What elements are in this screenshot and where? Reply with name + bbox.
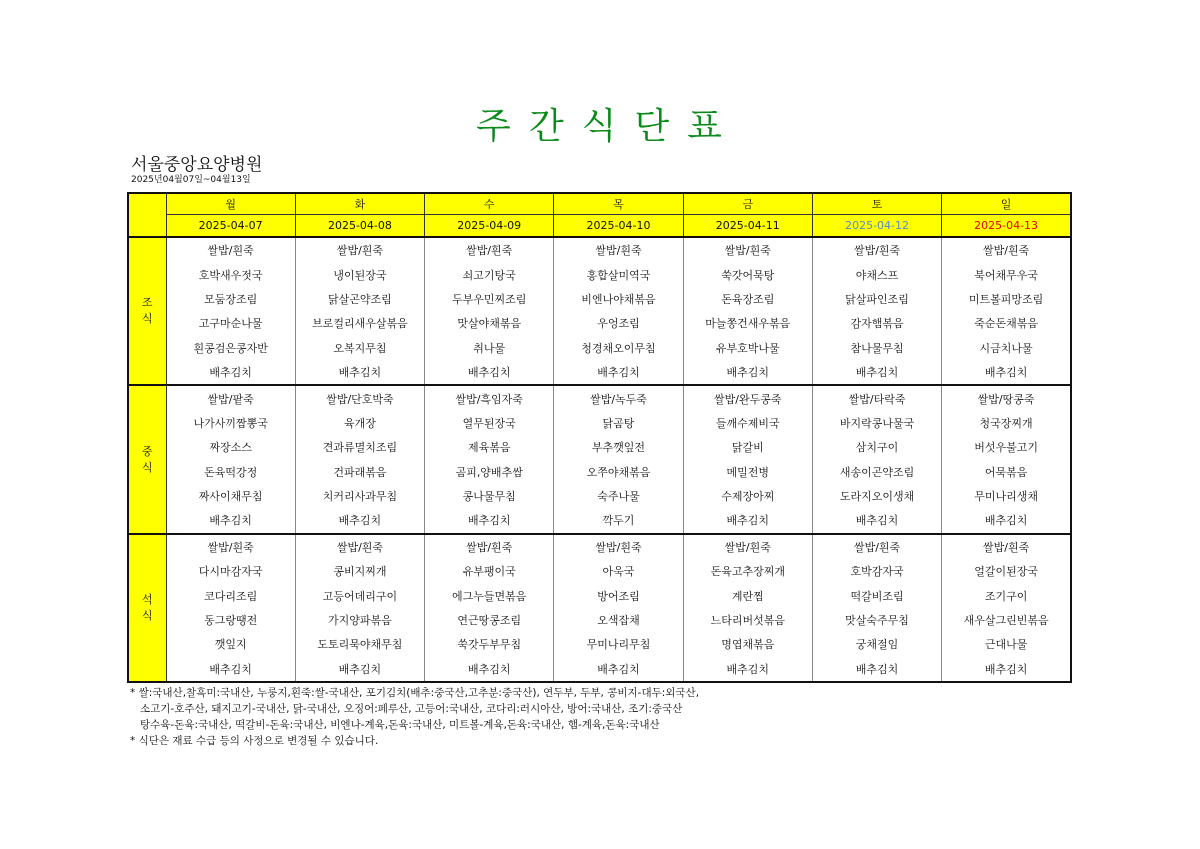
menu-row bbox=[128, 657, 1071, 682]
menu-item: 연근땅콩조림 bbox=[425, 608, 554, 632]
meal-label-char: 식 bbox=[141, 608, 153, 622]
menu-item: 쌀밥/흰죽 bbox=[166, 534, 295, 559]
day-name: 일 bbox=[942, 193, 1071, 215]
menu-row bbox=[128, 287, 1071, 311]
menu-item: 떡갈비조림 bbox=[812, 583, 941, 607]
day-name: 토 bbox=[812, 193, 941, 215]
menu-item: 호박새우젓국 bbox=[166, 262, 295, 286]
day-date: 2025-04-08 bbox=[295, 215, 424, 238]
menu-item: 동그랑땡전 bbox=[166, 608, 295, 632]
menu-item: 모둠장조림 bbox=[166, 287, 295, 311]
hospital-name: 서울중앙요양병원 bbox=[131, 155, 263, 175]
menu-item: 쌀밥/흰죽 bbox=[683, 237, 812, 262]
title-char: 간 bbox=[528, 106, 566, 147]
menu-item: 무미나리무침 bbox=[554, 632, 683, 656]
menu-item: 홍합살미역국 bbox=[554, 262, 683, 286]
day-name: 화 bbox=[295, 193, 424, 215]
menu-item: 배추김치 bbox=[425, 360, 554, 385]
menu-item: 버섯우불고기 bbox=[942, 435, 1071, 459]
meal-label bbox=[128, 237, 166, 385]
menu-row bbox=[128, 336, 1071, 360]
menu-item: 죽순돈채볶음 bbox=[942, 311, 1071, 335]
menu-item: 쌀밥/흰죽 bbox=[166, 237, 295, 262]
menu-item: 방어조림 bbox=[554, 583, 683, 607]
menu-item: 북어채무우국 bbox=[942, 262, 1071, 286]
menu-item: 무미나리생채 bbox=[942, 484, 1071, 508]
menu-item: 도라지오이생채 bbox=[812, 484, 941, 508]
menu-item: 호박감자국 bbox=[812, 559, 941, 583]
menu-item: 계란찜 bbox=[683, 583, 812, 607]
menu-item: 쌀밥/흰죽 bbox=[942, 237, 1071, 262]
menu-item: 다시마감자국 bbox=[166, 559, 295, 583]
menu-row bbox=[128, 559, 1071, 583]
menu-item: 숙주나물 bbox=[554, 484, 683, 508]
title-char: 주 bbox=[476, 106, 513, 147]
menu-item: 들깨수제비국 bbox=[683, 411, 812, 435]
meal-label-char: 식 bbox=[141, 312, 153, 326]
title-char: 식 bbox=[581, 106, 619, 147]
menu-item: 두부우민찌조림 bbox=[425, 287, 554, 311]
day-date: 2025-04-11 bbox=[683, 215, 812, 238]
meal-label bbox=[128, 385, 166, 533]
menu-item: 치커리사과무침 bbox=[295, 484, 424, 508]
header-corner bbox=[128, 193, 166, 237]
menu-row bbox=[128, 534, 1071, 559]
menu-item: 쌀밥/흰죽 bbox=[295, 534, 424, 559]
menu-item: 쌀밥/땅콩죽 bbox=[942, 385, 1071, 410]
menu-item: 청국장찌개 bbox=[942, 411, 1071, 435]
page-title bbox=[0, 98, 1200, 149]
menu-item: 쌀밥/흰죽 bbox=[942, 534, 1071, 559]
menu-item: 마늘쫑건새우볶음 bbox=[683, 311, 812, 335]
menu-item: 쌀밥/흰죽 bbox=[425, 534, 554, 559]
menu-item: 배추김치 bbox=[554, 360, 683, 385]
menu-item: 수제장아찌 bbox=[683, 484, 812, 508]
menu-row bbox=[128, 385, 1071, 410]
menu-item: 배추김치 bbox=[942, 360, 1071, 385]
menu-item: 근대나물 bbox=[942, 632, 1071, 656]
menu-item: 배추김치 bbox=[166, 360, 295, 385]
menu-row bbox=[128, 311, 1071, 335]
menu-item: 도토리묵야채무침 bbox=[295, 632, 424, 656]
menu-item: 배추김치 bbox=[812, 508, 941, 533]
menu-item: 쌀밥/녹두죽 bbox=[554, 385, 683, 410]
menu-item: 돈육고추장찌개 bbox=[683, 559, 812, 583]
menu-item: 유부호박나물 bbox=[683, 336, 812, 360]
menu-item: 배추김치 bbox=[166, 657, 295, 682]
menu-item: 쌀밥/흑임자죽 bbox=[425, 385, 554, 410]
menu-item: 냉이된장국 bbox=[295, 262, 424, 286]
menu-item: 쌀밥/흰죽 bbox=[425, 237, 554, 262]
menu-row bbox=[128, 262, 1071, 286]
menu-item: 쑥갓두부무침 bbox=[425, 632, 554, 656]
menu-item: 가지양파볶음 bbox=[295, 608, 424, 632]
menu-item: 배추김치 bbox=[812, 657, 941, 682]
menu-item: 콩비지찌개 bbox=[295, 559, 424, 583]
menu-item: 쌀밥/흰죽 bbox=[812, 237, 941, 262]
menu-item: 배추김치 bbox=[683, 508, 812, 533]
menu-item: 삼치구이 bbox=[812, 435, 941, 459]
menu-item: 아욱국 bbox=[554, 559, 683, 583]
day-name: 월 bbox=[166, 193, 295, 215]
menu-row bbox=[128, 508, 1071, 533]
menu-item: 미트볼피망조림 bbox=[942, 287, 1071, 311]
notes bbox=[130, 685, 699, 749]
day-name: 금 bbox=[683, 193, 812, 215]
menu-item: 청경채오이무침 bbox=[554, 336, 683, 360]
menu-item: 쌀밥/단호박죽 bbox=[295, 385, 424, 410]
menu-item: 새우살그린빈볶음 bbox=[942, 608, 1071, 632]
menu-item: 쌀밥/완두콩죽 bbox=[683, 385, 812, 410]
meal-label-char: 조 bbox=[141, 296, 153, 310]
menu-item: 열무된장국 bbox=[425, 411, 554, 435]
weekly-menu-table bbox=[127, 192, 1072, 683]
menu-item: 배추김치 bbox=[554, 657, 683, 682]
menu-item: 쌀밥/흰죽 bbox=[683, 534, 812, 559]
menu-row bbox=[128, 411, 1071, 435]
note-line: 탕수육-돈육:국내산, 떡갈비-돈육:국내산, 비엔나-계육,돈육:국내산, 미트볼-계육,돈육:국내산, 햄-계육,돈육:국내산 bbox=[140, 719, 660, 731]
meal-label-char: 식 bbox=[141, 460, 153, 474]
menu-item: 흰콩검은콩자반 bbox=[166, 336, 295, 360]
title-char: 표 bbox=[687, 106, 724, 147]
menu-item: 쇠고기탕국 bbox=[425, 262, 554, 286]
menu-item: 닭살파인조림 bbox=[812, 287, 941, 311]
menu-item: 배추김치 bbox=[295, 508, 424, 533]
day-name: 목 bbox=[554, 193, 683, 215]
menu-item: 오색잡채 bbox=[554, 608, 683, 632]
menu-item: 제육볶음 bbox=[425, 435, 554, 459]
day-date: 2025-04-13 bbox=[942, 215, 1071, 238]
menu-item: 궁채절임 bbox=[812, 632, 941, 656]
menu-item: 오복지무침 bbox=[295, 336, 424, 360]
menu-item: 육개장 bbox=[295, 411, 424, 435]
day-date: 2025-04-12 bbox=[812, 215, 941, 238]
menu-row bbox=[128, 608, 1071, 632]
menu-item: 배추김치 bbox=[295, 657, 424, 682]
menu-item: 배추김치 bbox=[295, 360, 424, 385]
menu-item: 배추김치 bbox=[166, 508, 295, 533]
menu-item: 쌀밥/흰죽 bbox=[554, 237, 683, 262]
menu-item: 부추깻잎전 bbox=[554, 435, 683, 459]
menu-item: 코다리조림 bbox=[166, 583, 295, 607]
menu-item: 깻잎지 bbox=[166, 632, 295, 656]
menu-item: 에그누들면볶음 bbox=[425, 583, 554, 607]
menu-item: 얼갈이된장국 bbox=[942, 559, 1071, 583]
note-line: 소고기-호주산, 돼지고기-국내산, 닭-국내산, 오징어:페루산, 고등어:국내산, 코다리:러시아산, 방어:국내산, 조기:중국산 bbox=[140, 703, 683, 715]
day-name: 수 bbox=[425, 193, 554, 215]
menu-item: 견과류멸치조림 bbox=[295, 435, 424, 459]
day-date: 2025-04-09 bbox=[425, 215, 554, 238]
day-date: 2025-04-07 bbox=[166, 215, 295, 238]
menu-row bbox=[128, 632, 1071, 656]
menu-item: 돈육장조림 bbox=[683, 287, 812, 311]
menu-item: 브로컬리새우살볶음 bbox=[295, 311, 424, 335]
menu-item: 고등어데리구이 bbox=[295, 583, 424, 607]
menu-item: 어묵볶음 bbox=[942, 460, 1071, 484]
note-line: * 쌀:국내산,찰흑미:국내산, 누룽지,흰죽:쌀-국내산, 포기김치(배추:중국산,고추분:중국산), 연두부, 두부, 콩비지-대두:외국산, bbox=[130, 687, 700, 699]
menu-item: 닭곰탕 bbox=[554, 411, 683, 435]
date-range: 2025년04월07일~04월13일 bbox=[131, 175, 251, 185]
title-char: 단 bbox=[634, 106, 672, 147]
menu-item: 닭살곤약조림 bbox=[295, 287, 424, 311]
menu-item: 우엉조림 bbox=[554, 311, 683, 335]
menu-row bbox=[128, 484, 1071, 508]
menu-item: 콩나물무침 bbox=[425, 484, 554, 508]
menu-item: 배추김치 bbox=[683, 657, 812, 682]
menu-item: 쌀밥/흰죽 bbox=[295, 237, 424, 262]
menu-item: 느타리버섯볶음 bbox=[683, 608, 812, 632]
menu-item: 야채스프 bbox=[812, 262, 941, 286]
menu-item: 닭갈비 bbox=[683, 435, 812, 459]
menu-item: 배추김치 bbox=[812, 360, 941, 385]
menu-item: 배추김치 bbox=[683, 360, 812, 385]
day-header-row bbox=[128, 193, 1071, 215]
menu-item: 고구마순나물 bbox=[166, 311, 295, 335]
menu-row bbox=[128, 583, 1071, 607]
menu-item: 배추김치 bbox=[425, 508, 554, 533]
menu-item: 시금치나물 bbox=[942, 336, 1071, 360]
menu-item: 곰피,양배추쌈 bbox=[425, 460, 554, 484]
menu-item: 메밀전병 bbox=[683, 460, 812, 484]
menu-item: 조기구이 bbox=[942, 583, 1071, 607]
menu-item: 참나물무침 bbox=[812, 336, 941, 360]
meal-label-char: 석 bbox=[141, 592, 153, 606]
menu-item: 배추김치 bbox=[425, 657, 554, 682]
menu-item: 건파래볶음 bbox=[295, 460, 424, 484]
menu-item: 비엔나야채볶음 bbox=[554, 287, 683, 311]
meal-label-char: 중 bbox=[141, 444, 153, 458]
menu-item: 오쭈야채볶음 bbox=[554, 460, 683, 484]
menu-item: 배추김치 bbox=[942, 657, 1071, 682]
note-line: * 식단은 재료 수급 등의 사정으로 변경될 수 있습니다. bbox=[130, 735, 379, 747]
menu-item: 쌀밥/타락죽 bbox=[812, 385, 941, 410]
menu-row bbox=[128, 237, 1071, 262]
meal-label bbox=[128, 534, 166, 682]
menu-item: 취나물 bbox=[425, 336, 554, 360]
menu-item: 유부팽이국 bbox=[425, 559, 554, 583]
menu-item: 쌀밥/흰죽 bbox=[812, 534, 941, 559]
menu-item: 짜사이채무침 bbox=[166, 484, 295, 508]
menu-item: 맛살야채볶음 bbox=[425, 311, 554, 335]
menu-item: 맛살숙주무침 bbox=[812, 608, 941, 632]
menu-row bbox=[128, 460, 1071, 484]
menu-item: 쌀밥/팥죽 bbox=[166, 385, 295, 410]
day-date: 2025-04-10 bbox=[554, 215, 683, 238]
menu-item: 감자햄볶음 bbox=[812, 311, 941, 335]
menu-item: 배추김치 bbox=[942, 508, 1071, 533]
menu-item: 명엽채볶음 bbox=[683, 632, 812, 656]
menu-item: 짜장소스 bbox=[166, 435, 295, 459]
menu-item: 새송이곤약조림 bbox=[812, 460, 941, 484]
menu-item: 쑥갓어묵탕 bbox=[683, 262, 812, 286]
menu-row bbox=[128, 360, 1071, 385]
menu-row bbox=[128, 435, 1071, 459]
menu-item: 깍두기 bbox=[554, 508, 683, 533]
menu-item: 돈육떡강정 bbox=[166, 460, 295, 484]
menu-item: 나가사끼짬뽕국 bbox=[166, 411, 295, 435]
menu-item: 쌀밥/흰죽 bbox=[554, 534, 683, 559]
menu-item: 바지락콩나물국 bbox=[812, 411, 941, 435]
date-header-row bbox=[128, 215, 1071, 238]
